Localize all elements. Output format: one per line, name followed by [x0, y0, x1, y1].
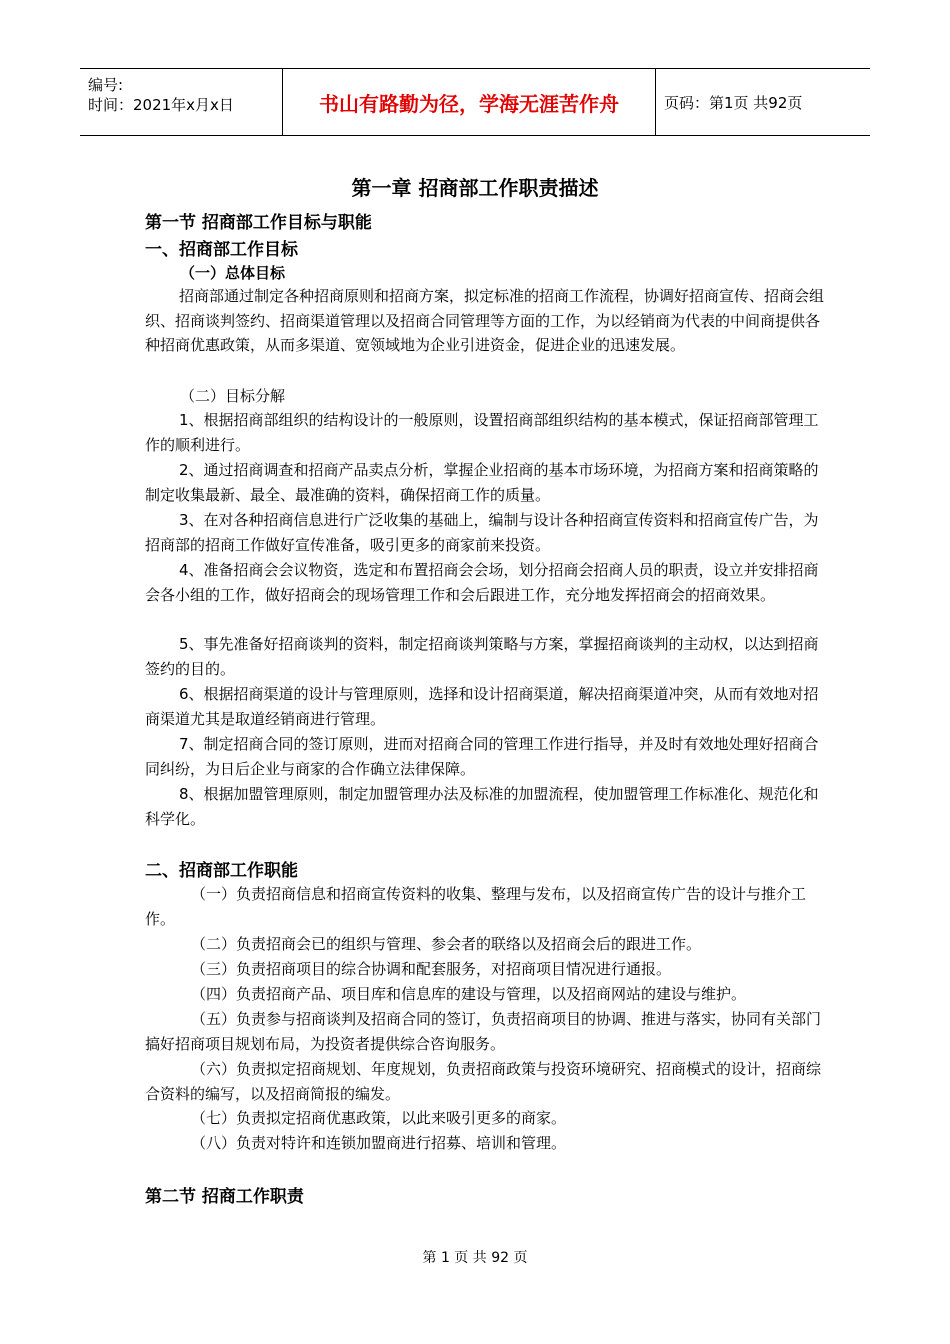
header-motto: 书山有路勤为径，学海无涯苦作舟 — [282, 69, 656, 135]
header-page-label: 页码：第1页 共92页 — [664, 93, 803, 112]
function-item: （七）负责拟定招商优惠政策，以此来吸引更多的商家。 — [191, 1109, 567, 1127]
part1-title: 一、招商部工作目标 — [145, 240, 298, 260]
part2-title: 二、招商部工作职能 — [145, 861, 298, 881]
goal-item: 5、事先准备好招商谈判的资料，制定招商谈判策略与方案，掌握招商谈判的主动权，以达到招商签约的目的。 — [145, 635, 819, 678]
sub1-title: （一）总体目标 — [180, 264, 286, 282]
function-item: （三）负责招商项目的综合协调和配套服务，对招商项目情况进行通报。 — [191, 960, 672, 978]
page-footer: 第 1 页 共 92 页 — [422, 1250, 528, 1266]
goal-item: 4、准备招商会会议物资，选定和布置招商会会场，划分招商会招商人员的职责，设立并安排招商会各小组的工作，做好招商会的现场管理工作和会后跟进工作，充分地发挥招商会的招商效果。 — [145, 561, 819, 604]
document-number-label: 编号: — [88, 76, 124, 94]
goal-item: 8、根据加盟管理原则，制定加盟管理办法及标准的加盟流程，使加盟管理工作标准化、规范化和科学化。 — [145, 785, 819, 828]
function-item: （二）负责招商会已的组织与管理、参会者的联络以及招商会后的跟进工作。 — [191, 935, 702, 953]
section1-title: 第一节 招商部工作目标与职能 — [145, 213, 372, 233]
function-item: （五）负责参与招商谈判及招商合同的签订，负责招商项目的协调、推进与落实，协同有关部门搞好招商项目规划布局，为投资者提供综合咨询服务。 — [145, 1010, 822, 1053]
goal-item: 2、通过招商调查和招商产品卖点分析，掌握企业招商的基本市场环境，为招商方案和招商策略的制定收集最新、最全、最准确的资料，确保招商工作的质量。 — [145, 461, 819, 504]
goal-item: 7、制定招商合同的签订原则，进而对招商合同的管理工作进行指导，并及时有效地处理好招商合同纠纷，为日后企业与商家的合作确立法律保障。 — [145, 735, 819, 778]
function-item: （六）负责拟定招商规划、年度规划，负责招商政策与投资环境研究、招商模式的设计，招商综合资料的编写，以及招商简报的编发。 — [145, 1060, 822, 1103]
document-time-label: 时间：2021年x月x日 — [88, 96, 234, 114]
section2-title: 第二节 招商工作职责 — [145, 1187, 304, 1207]
goal-item: 3、在对各种招商信息进行广泛收集的基础上，编制与设计各种招商宣传资料和招商宣传广告，为招商部的招商工作做好宣传准备，吸引更多的商家前来投资。 — [145, 511, 819, 554]
goal-item: 1、根据招商部组织的结构设计的一般原则，设置招商部组织结构的基本模式，保证招商部管理工作的顺利进行。 — [145, 411, 819, 454]
function-item: （四）负责招商产品、项目库和信息库的建设与管理，以及招商网站的建设与维护。 — [191, 985, 747, 1003]
function-item: （一）负责招商信息和招商宣传资料的收集、整理与发布，以及招商宣传广告的设计与推介工作。 — [145, 885, 807, 928]
goal-item: 6、根据招商渠道的设计与管理原则，选择和设计招商渠道，解决招商渠道冲突，从而有效地对招商渠道尤其是取道经销商进行管理。 — [145, 685, 819, 728]
chapter-title: 第一章 招商部工作职责描述 — [351, 176, 599, 200]
header-meta — [88, 75, 234, 115]
sub1-paragraph: 招商部通过制定各种招商原则和招商方案，拟定标准的招商工作流程，协调好招商宣传、招商会组织、招商谈判签约、招商渠道管理以及招商合同管理等方面的工作，为以经销商为代表的中间商提供各种招商优惠政策，从而多渠道、宽领域地为企业引进资金，促进企业的迅速发展。 — [145, 287, 825, 354]
function-item: （八）负责对特许和连锁加盟商进行招募、培训和管理。 — [191, 1134, 567, 1152]
page-header — [80, 68, 870, 136]
sub2-title: （二）目标分解 — [180, 387, 286, 405]
